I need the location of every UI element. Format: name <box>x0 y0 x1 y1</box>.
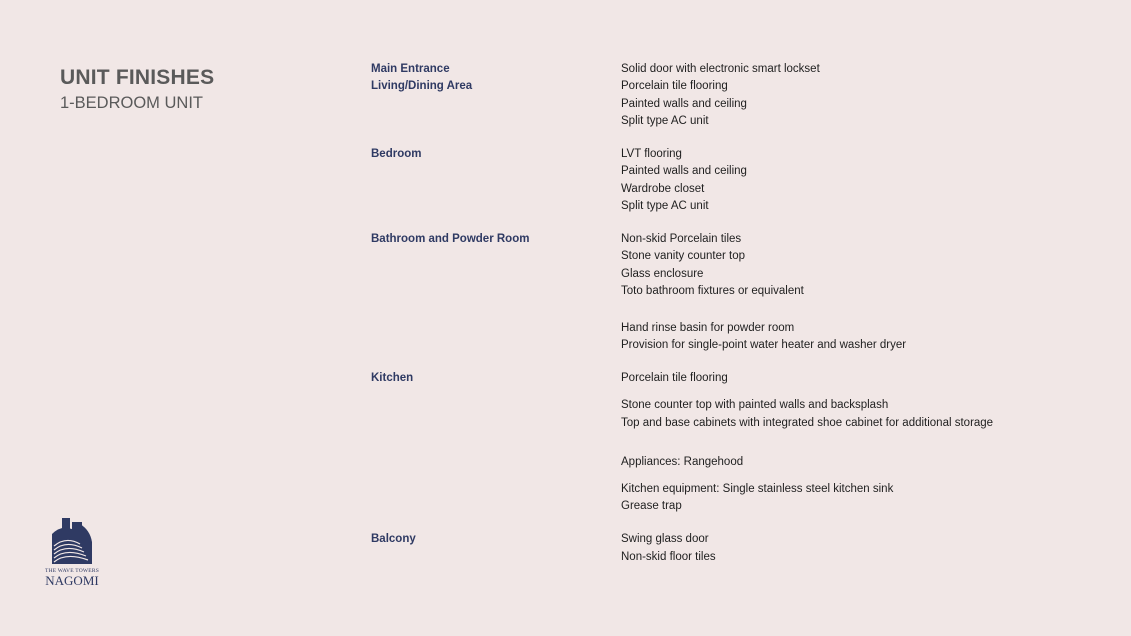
section-label-bathroom: Bathroom and Powder Room <box>371 233 530 245</box>
list-item: Stone vanity counter top <box>621 250 746 262</box>
logo <box>40 516 104 588</box>
section-label-bedroom: Bedroom <box>371 148 422 160</box>
list-item: Stone counter top with painted walls and backsplash <box>621 399 889 411</box>
wave-towers-logo-icon <box>50 516 94 566</box>
list-item: Grease trap <box>621 500 682 512</box>
page-title: UNIT FINISHES <box>60 66 215 89</box>
list-item: Split type AC unit <box>621 115 709 127</box>
list-item: Appliances: Rangehood <box>621 456 744 468</box>
list-item: Painted walls and ceiling <box>621 98 747 110</box>
list-item: Porcelain tile flooring <box>621 372 728 384</box>
section-label-living-dining: Living/Dining Area <box>371 80 473 92</box>
list-item: Non-skid floor tiles <box>621 551 716 563</box>
list-item: Porcelain tile flooring <box>621 80 728 92</box>
list-item: Provision for single-point water heater and washer dryer <box>621 339 907 351</box>
list-item: Solid door with electronic smart lockset <box>621 63 820 75</box>
list-item: Painted walls and ceiling <box>621 165 747 177</box>
list-item: Hand rinse basin for powder room <box>621 322 795 334</box>
section-label-main-entrance: Main Entrance <box>371 63 450 75</box>
list-item: Toto bathroom fixtures or equivalent <box>621 285 804 297</box>
section-label-balcony: Balcony <box>371 533 416 545</box>
list-item: Glass enclosure <box>621 268 704 280</box>
list-item: Wardrobe closet <box>621 183 705 195</box>
list-item: LVT flooring <box>621 148 682 160</box>
logo-tagline: THE WAVE TOWERS <box>45 568 99 574</box>
list-item: Swing glass door <box>621 533 709 545</box>
page-subtitle: 1-BEDROOM UNIT <box>60 94 204 112</box>
title-block <box>60 66 214 113</box>
list-item: Top and base cabinets with integrated shoe cabinet for additional storage <box>621 417 994 429</box>
list-item: Kitchen equipment: Single stainless steel kitchen sink <box>621 483 894 495</box>
logo-wordmark: NAGOMI <box>45 573 99 588</box>
list-item: Non-skid Porcelain tiles <box>621 233 742 245</box>
list-item: Split type AC unit <box>621 200 709 212</box>
section-label-kitchen: Kitchen <box>371 372 414 384</box>
